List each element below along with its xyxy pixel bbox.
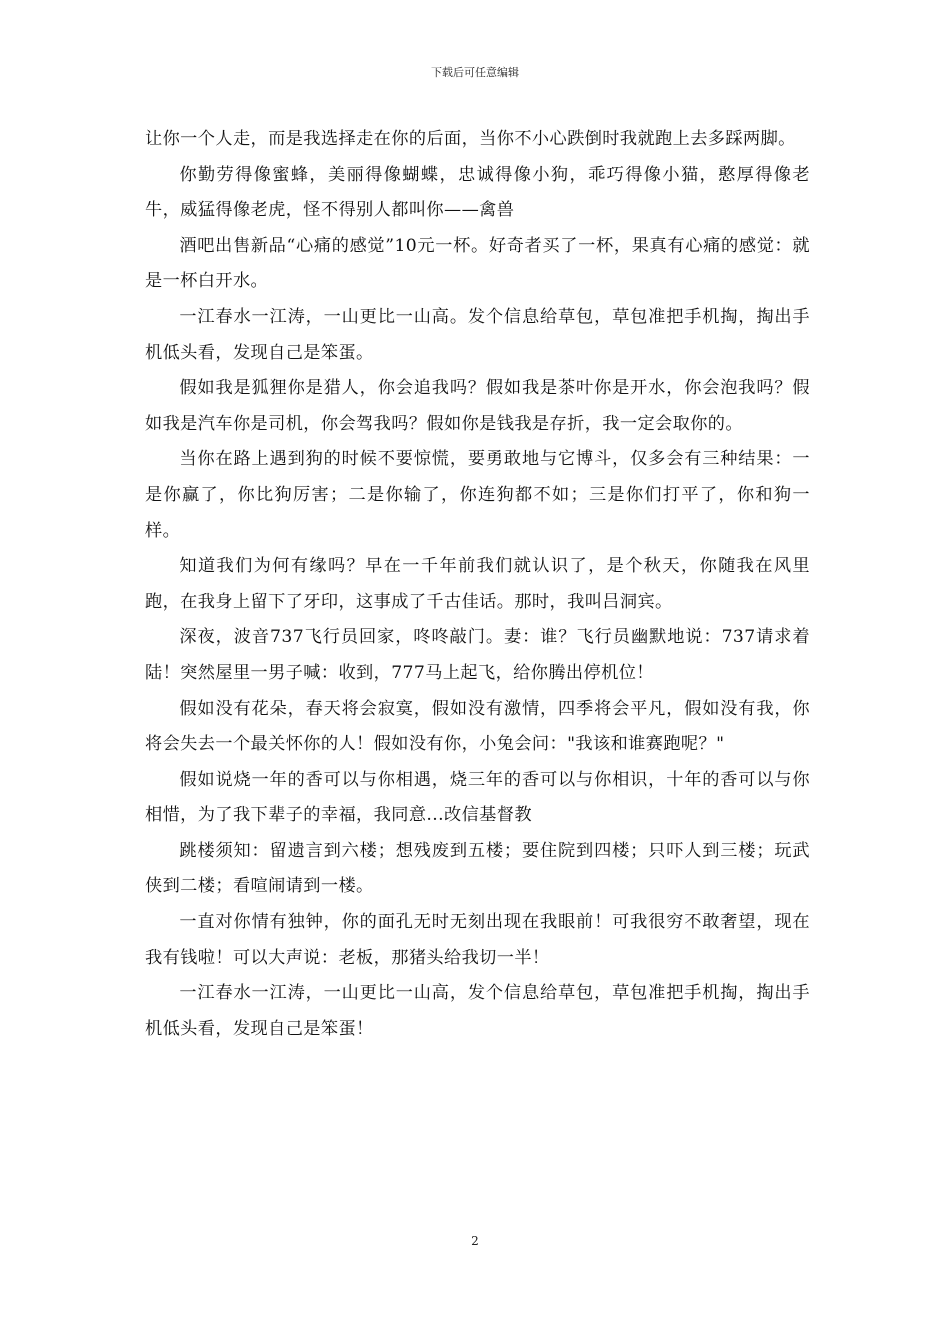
page-number: 2 bbox=[471, 1234, 479, 1248]
paragraph: 让你一个人走，而是我选择走在你的后面，当你不小心跌倒时我就跑上去多踩两脚。 bbox=[145, 129, 796, 149]
paragraph: 假如没有花朵，春天将会寂寞，假如没有激情，四季将会平凡，假如没有我，你将会失去一个最关怀你的人！假如没有你，小兔会问："我该和谁赛跑呢？" bbox=[145, 698, 810, 755]
paragraph: 一直对你情有独钟，你的面孔无时无刻出现在我眼前！可我很穷不敢奢望，现在我有钱啦！可以大声说：老板，那猪头给我切一半！ bbox=[145, 912, 810, 968]
paragraph: 假如我是狐狸你是猎人，你会追我吗？假如我是茶叶你是开水，你会泡我吗？假如我是汽车你是司机，你会驾我吗？假如你是钱我是存折，我一定会取你的。 bbox=[145, 378, 810, 434]
paragraph: 知道我们为何有缘吗？早在一千年前我们就认识了，是个秋天，你随我在风里跑，在我身上留下了牙印，这事成了千古佳话。那时，我叫吕洞宾。 bbox=[145, 556, 810, 612]
paragraph: 你勤劳得像蜜蜂，美丽得像蝴蝶，忠诚得像小狗，乖巧得像小猫，憨厚得像老牛，威猛得像老虎，怪不得别人都叫你——禽兽 bbox=[145, 164, 810, 221]
paragraph: 酒吧出售新品“心痛的感觉”10元一杯。好奇者买了一杯，果真有心痛的感觉：就是一杯白开水。 bbox=[145, 235, 810, 292]
paragraph: 深夜，波音737飞行员回家，咚咚敲门。妻：谁？飞行员幽默地说：737请求着陆！突然屋里一男子喊：收到，777马上起飞，给你腾出停机位！ bbox=[145, 627, 810, 683]
paragraph: 一江春水一江涛，一山更比一山高。发个信息给草包，草包准把手机掏，掏出手机低头看，发现自己是笨蛋。 bbox=[145, 306, 810, 363]
paragraph: 假如说烧一年的香可以与你相遇，烧三年的香可以与你相识，十年的香可以与你相惜，为了我下辈子的幸福，我同意...改信基督教 bbox=[145, 769, 810, 826]
document-body bbox=[145, 122, 810, 1047]
page-header: 下载后可任意编辑 bbox=[431, 66, 519, 79]
paragraph: 一江春水一江涛，一山更比一山高，发个信息给草包，草包准把手机掏，掏出手机低头看，发现自己是笨蛋！ bbox=[145, 983, 810, 1039]
paragraph: 跳楼须知：留遗言到六楼；想残废到五楼；要住院到四楼；只吓人到三楼；玩武侠到二楼；看喧闹请到一楼。 bbox=[145, 840, 810, 897]
paragraph: 当你在路上遇到狗的时候不要惊慌，要勇敢地与它博斗，仅多会有三种结果：一是你赢了，你比狗厉害；二是你输了，你连狗都不如；三是你们打平了，你和狗一样。 bbox=[145, 449, 810, 541]
